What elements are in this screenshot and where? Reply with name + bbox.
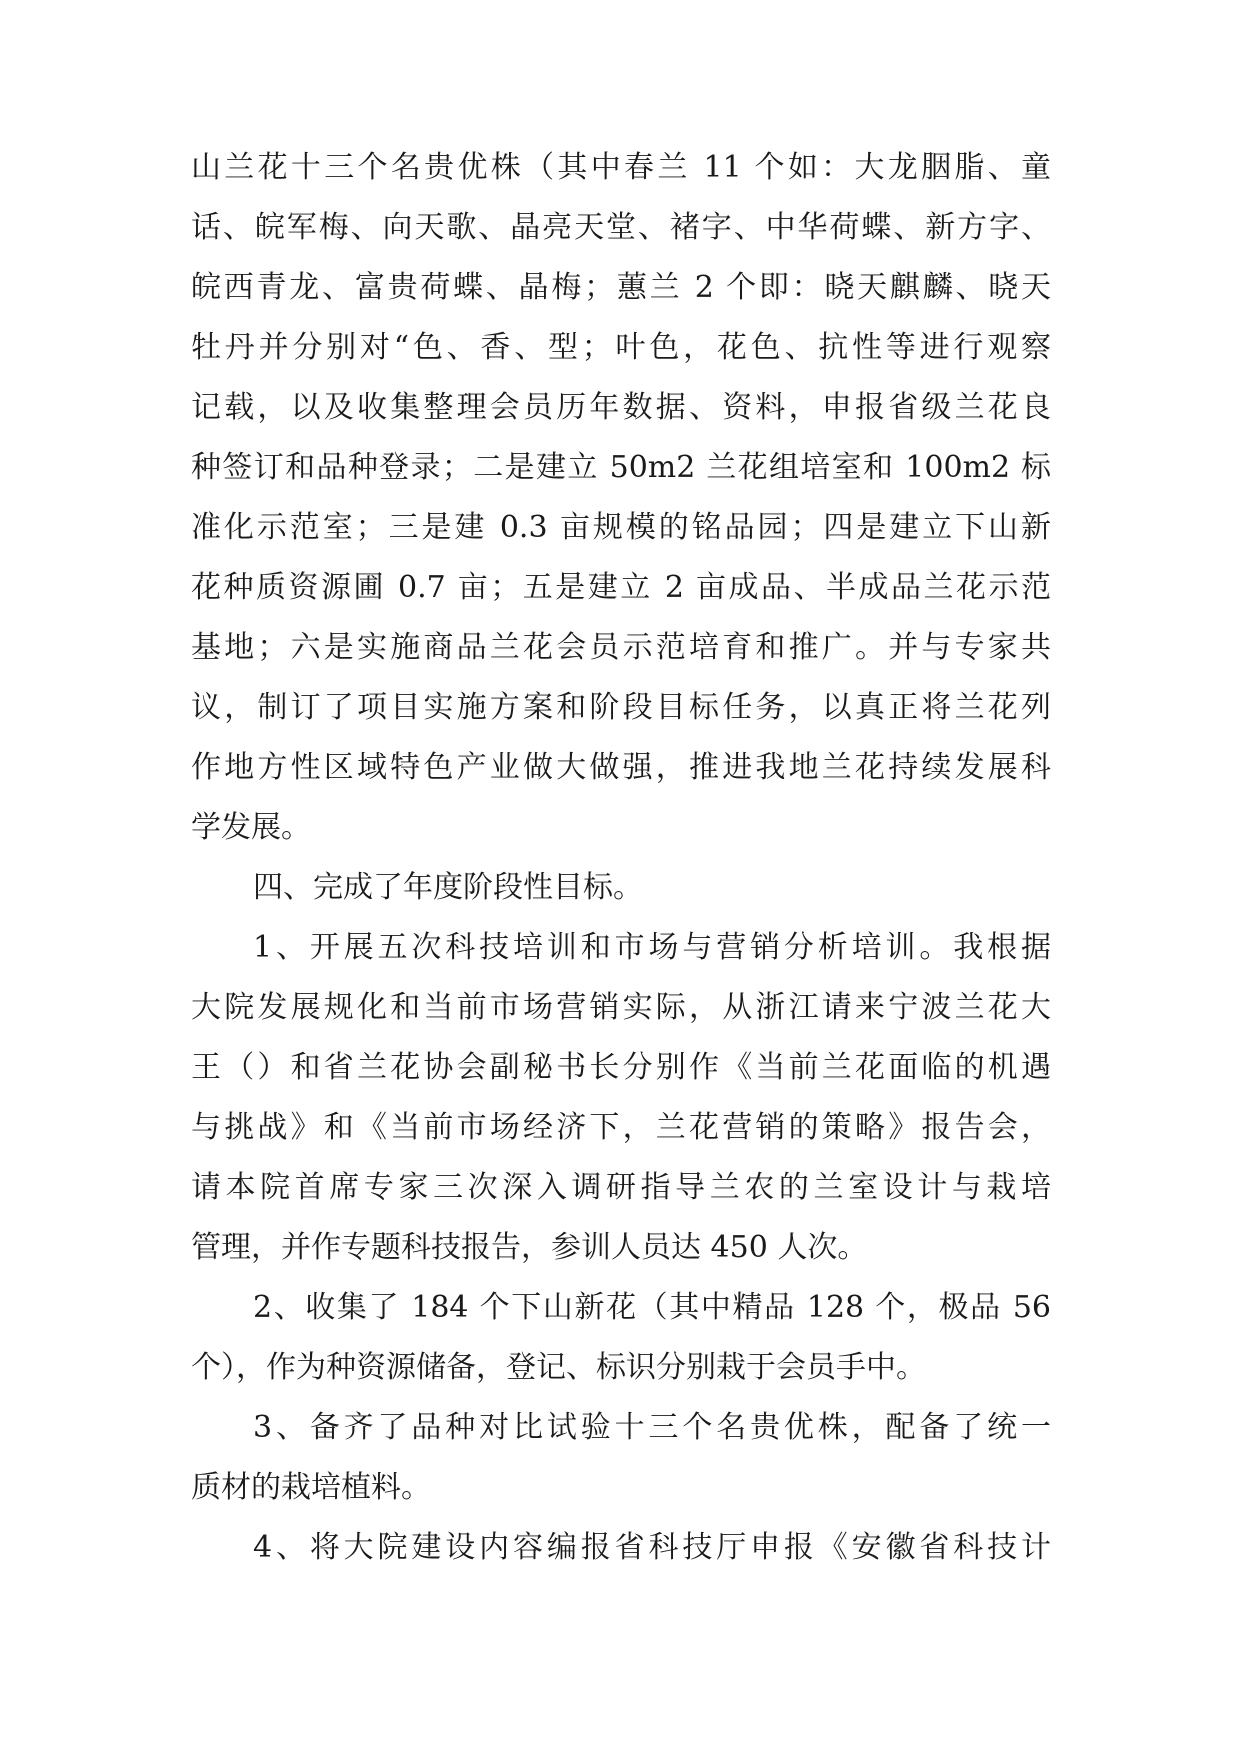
body-text-line: 请本院首席专家三次深入调研指导兰农的兰室设计与栽培 (191, 1170, 1051, 1205)
body-text-line: 管理，并作专题科技报告，参训人员达 450 人次。 (191, 1230, 868, 1265)
body-text-line: 1、开展五次科技培训和市场与营销分析培训。我根据 (253, 930, 1051, 965)
body-text-line: 基地；六是实施商品兰花会员示范培育和推广。并与专家共 (191, 630, 1051, 665)
body-text-line: 准化示范室；三是建 0.3 亩规模的铭品园；四是建立下山新 (191, 510, 1051, 545)
body-text-line: 与挑战》和《当前市场经济下，兰花营销的策略》报告会， (191, 1110, 1051, 1145)
body-text-line: 作地方性区域特色产业做大做强，推进我地兰花持续发展科 (191, 750, 1051, 785)
body-text-line: 2、收集了 184 个下山新花（其中精品 128 个，极品 56 (253, 1290, 1051, 1325)
body-text-line: 皖西青龙、富贵荷蝶、晶梅；蕙兰 2 个即：晓天麒麟、晓天 (191, 270, 1051, 305)
body-text-line: 4、将大院建设内容编报省科技厅申报《安徽省科技计 (253, 1530, 1051, 1565)
body-text-line: 个），作为种资源储备，登记、标识分别栽于会员手中。 (191, 1350, 926, 1385)
body-text-line: 议，制订了项目实施方案和阶段目标任务，以真正将兰花列 (191, 690, 1051, 725)
body-text-line: 大院发展规化和当前市场营销实际，从浙江请来宁波兰花大 (191, 990, 1051, 1025)
body-text-line: 质材的栽培植料。 (191, 1470, 431, 1505)
body-text-line: 3、备齐了品种对比试验十三个名贵优株，配备了统一 (253, 1410, 1051, 1445)
body-text-line: 花种质资源圃 0.7 亩；五是建立 2 亩成品、半成品兰花示范 (191, 570, 1051, 605)
body-text-line: 种签订和品种登录；二是建立 50m2 兰花组培室和 100m2 标 (191, 450, 1051, 485)
body-text-line: 王（）和省兰花协会副秘书长分别作《当前兰花面临的机遇 (191, 1050, 1051, 1085)
body-text-line: 牡丹并分别对“色、香、型；叶色，花色、抗性等进行观察 (191, 330, 1051, 365)
body-text-line: 记载，以及收集整理会员历年数据、资料，申报省级兰花良 (191, 390, 1051, 425)
body-text-line: 话、皖军梅、向天歌、晶亮天堂、褚字、中华荷蝶、新方字、 (191, 210, 1051, 245)
section-heading: 四、完成了年度阶段性目标。 (253, 870, 643, 905)
body-text-line: 学发展。 (191, 810, 311, 845)
body-text-line: 山兰花十三个名贵优株（其中春兰 11 个如：大龙胭脂、童 (191, 150, 1051, 185)
